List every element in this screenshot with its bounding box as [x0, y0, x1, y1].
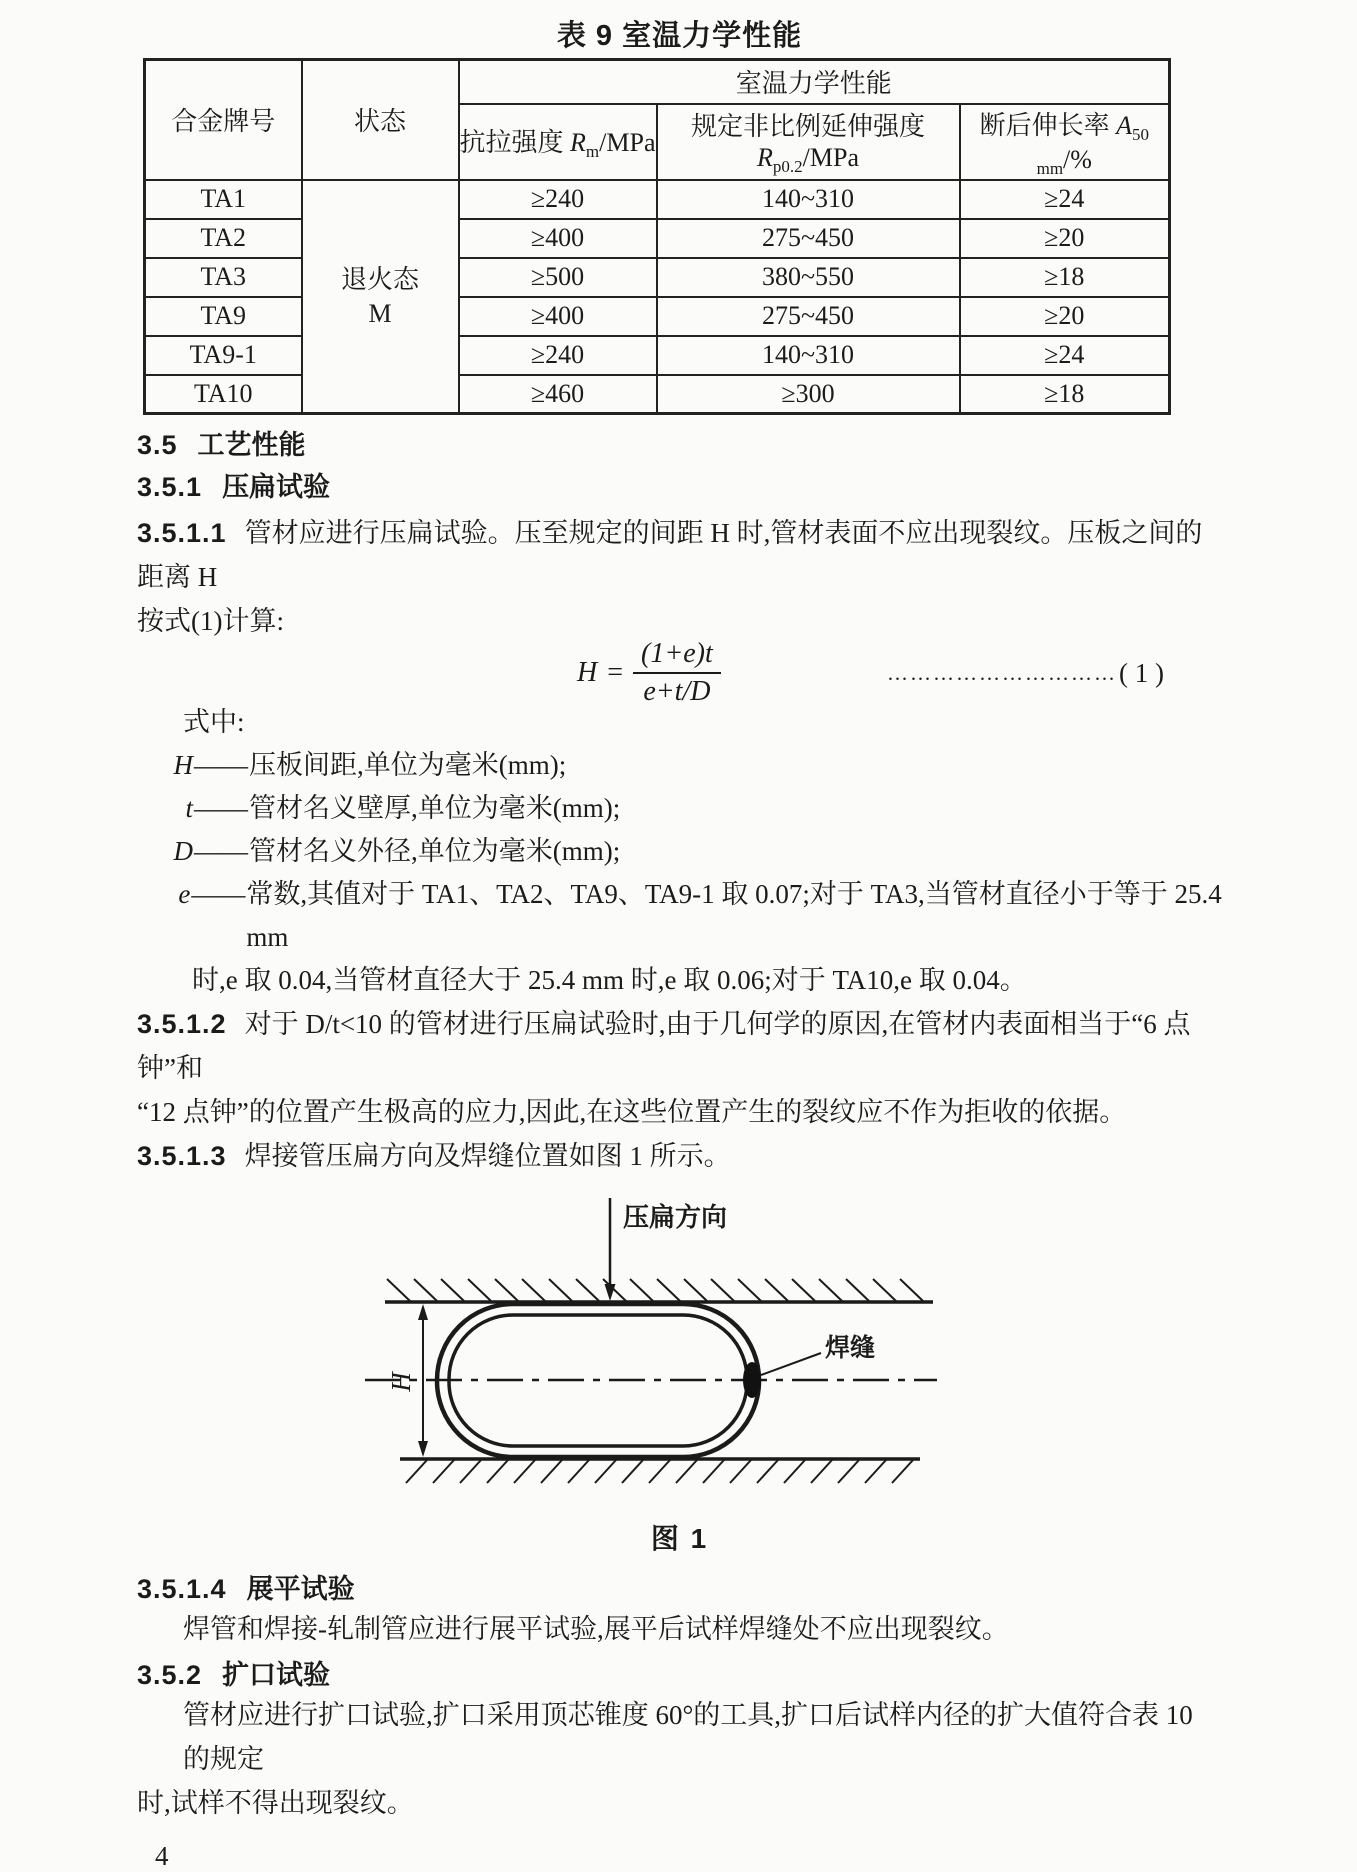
definition-dash: ——	[191, 879, 246, 910]
definition-symbol: e	[178, 879, 191, 910]
section-title: 压扁试验	[222, 472, 331, 503]
section-heading-3-5-2	[137, 1657, 1222, 1693]
hatch-stroke	[622, 1460, 643, 1483]
table-row	[145, 375, 1170, 414]
hatch-stroke	[649, 1460, 670, 1483]
page-number: 4	[155, 1841, 169, 1872]
hatch-stroke	[576, 1279, 599, 1301]
cell-rm: ≥400	[459, 219, 657, 258]
header-text: 规定非比例延伸强度	[690, 112, 925, 142]
cell-a: ≥18	[960, 375, 1170, 414]
table-9	[143, 58, 1171, 415]
section-heading-3-5-1-4	[137, 1571, 1222, 1607]
paragraph-3-5-1-2	[137, 1002, 1222, 1134]
cell-rm: ≥240	[459, 336, 657, 375]
hatch-stroke	[676, 1460, 697, 1483]
symbol: R	[570, 127, 586, 157]
cell-grade: TA2	[145, 219, 302, 258]
definition-text: 管材名义外径,单位为毫米(mm);	[249, 836, 621, 867]
table-row	[145, 180, 1170, 219]
cell-rp: 275~450	[657, 219, 960, 258]
definition-symbol: t	[185, 793, 193, 824]
hatch-stroke	[487, 1460, 508, 1483]
hatch-stroke	[414, 1279, 437, 1301]
definition-e	[137, 873, 1222, 959]
subscript: 50 mm	[1036, 124, 1149, 178]
unit: /%	[1063, 144, 1092, 174]
hatch-stroke	[441, 1279, 464, 1301]
subscript: p0.2	[772, 157, 803, 177]
formula	[577, 638, 721, 708]
hatch-stroke	[765, 1279, 788, 1301]
table-title: 表 9 室温力学性能	[556, 20, 803, 52]
hatch-stroke	[811, 1460, 832, 1483]
hatch-stroke	[846, 1279, 869, 1301]
hatch-stroke	[495, 1279, 518, 1301]
definition-symbol: D	[173, 836, 193, 867]
equation-1	[137, 638, 1222, 708]
hatch-stroke	[406, 1460, 427, 1483]
section-heading-3-5-1	[137, 469, 1222, 505]
dot-leader: …………………………	[887, 660, 1118, 685]
symbol: A	[1116, 110, 1132, 140]
cell-rp: 380~550	[657, 258, 960, 297]
unit: /MPa	[802, 143, 859, 173]
definition-symbol: H	[173, 750, 193, 781]
col-header-rm	[459, 104, 657, 180]
paragraph-3-5-1-1	[137, 511, 1222, 643]
hatch-stroke	[738, 1279, 761, 1301]
hatch-stroke	[684, 1279, 707, 1301]
hatch-stroke	[900, 1279, 923, 1301]
paragraph-3-5-1-3	[137, 1134, 1222, 1178]
section-title: 工艺性能	[197, 430, 306, 461]
paragraph-line: “12 点钟”的位置产生极高的应力,因此,在这些位置产生的裂纹应不作为拒收的依据。	[137, 1097, 1127, 1128]
hatch-stroke	[865, 1460, 886, 1483]
col-header-alloy: 合金牌号	[145, 60, 302, 180]
definition-text: 管材名义壁厚,单位为毫米(mm);	[249, 793, 621, 824]
section-heading-3-5	[137, 427, 1222, 463]
section-number: 3.5.2	[137, 1660, 203, 1691]
state-line2: M	[368, 298, 392, 328]
hatch-stroke	[873, 1279, 896, 1301]
paragraph-3-5-2	[137, 1693, 1222, 1825]
cell-grade: TA1	[145, 180, 302, 219]
hatch-stroke	[541, 1460, 562, 1483]
h-arrow-bottom	[418, 1441, 428, 1457]
unit: /MPa	[599, 127, 656, 157]
hatch-stroke	[568, 1460, 589, 1483]
definition-D	[137, 830, 1222, 873]
definition-text: 压板间距,单位为毫米(mm);	[249, 750, 567, 781]
cell-grade: TA9-1	[145, 336, 302, 375]
fraction	[633, 638, 721, 708]
hatch-stroke	[819, 1279, 842, 1301]
col-header-group: 室温力学性能	[459, 60, 1170, 104]
cell-rp: 275~450	[657, 297, 960, 336]
hatch-stroke	[792, 1279, 815, 1301]
section-title: 扩口试验	[222, 1660, 331, 1691]
cell-a: ≥18	[960, 258, 1170, 297]
hatch-stroke	[460, 1460, 481, 1483]
header-text: 断后伸长率	[979, 110, 1117, 140]
hatch-stroke	[838, 1460, 859, 1483]
equation-number: ( 1 )	[1119, 657, 1164, 688]
col-header-a	[960, 104, 1170, 180]
section-number: 3.5	[137, 430, 178, 461]
hatch-stroke	[711, 1279, 734, 1301]
cell-rp: ≥300	[657, 375, 960, 414]
top-platen-hatching	[387, 1279, 923, 1301]
hatch-stroke	[522, 1279, 545, 1301]
flattening-test-diagram	[350, 1178, 950, 1496]
header-text: 抗拉强度	[459, 127, 571, 157]
definition-H	[137, 744, 1222, 787]
table-row	[145, 258, 1170, 297]
hatch-stroke	[892, 1460, 913, 1483]
paragraph-text: 管材应进行压扁试验。压至规定的间距 H 时,管材表面不应出现裂纹。压板之间的距离 H	[137, 518, 1203, 593]
paragraph-line: 时,试样不得出现裂纹。	[137, 1788, 414, 1819]
hatch-stroke	[433, 1460, 454, 1483]
hatch-stroke	[595, 1460, 616, 1483]
subscript: m	[585, 141, 600, 161]
formula-lhs: H	[577, 657, 598, 689]
state-line1: 退火态	[340, 264, 419, 294]
section-title: 展平试验	[246, 1574, 355, 1605]
hatch-stroke	[730, 1460, 751, 1483]
cell-a: ≥24	[960, 336, 1170, 375]
definition-dash: ——	[194, 750, 248, 781]
paragraph-line	[137, 1134, 1222, 1178]
figure-1	[350, 1178, 1222, 1503]
weld-leader-line	[761, 1353, 821, 1375]
table-row	[145, 336, 1170, 375]
cell-rm: ≥500	[459, 258, 657, 297]
cell-grade: TA9	[145, 297, 302, 336]
cell-rm: ≥400	[459, 297, 657, 336]
hatch-stroke	[468, 1279, 491, 1301]
table-row	[145, 297, 1170, 336]
hatch-stroke	[514, 1460, 535, 1483]
bottom-platen-hatching	[406, 1460, 913, 1483]
paragraph-line	[137, 1002, 1222, 1090]
flattening-direction-label: 压扁方向	[623, 1202, 728, 1233]
fraction-denominator: e+t/D	[633, 672, 721, 708]
hatch-stroke	[703, 1460, 724, 1483]
paragraph-text: 焊接管压扁方向及焊缝位置如图 1 所示。	[244, 1141, 731, 1172]
cell-rp: 140~310	[657, 180, 960, 219]
h-arrow-top	[418, 1304, 428, 1320]
section-number: 3.5.1.4	[137, 1574, 227, 1605]
clause-number: 3.5.1.2	[137, 1009, 227, 1040]
hatch-stroke	[757, 1460, 778, 1483]
weld-seam-label: 焊缝	[825, 1334, 876, 1363]
table-row	[145, 219, 1170, 258]
where-label: 式中:	[183, 707, 245, 738]
col-header-rp	[657, 104, 960, 180]
definition-t	[137, 787, 1222, 830]
paragraph-text: 对于 D/t<10 的管材进行压扁试验时,由于几何学的原因,在管材内表面相当于“6 点钟”和	[137, 1009, 1191, 1084]
definition-text: 常数,其值对于 TA1、TA2、TA9、TA9-1 取 0.07;对于 TA3,当管材直径小于等于 25.4 mm	[246, 879, 1222, 953]
hatch-stroke	[630, 1279, 653, 1301]
definition-dash: ——	[194, 793, 248, 824]
clause-number: 3.5.1.1	[137, 518, 227, 549]
cell-rp: 140~310	[657, 336, 960, 375]
h-dimension-label: H	[386, 1372, 416, 1393]
definition-text-continued: 时,e 取 0.04,当管材直径大于 25.4 mm 时,e 取 0.06;对于 TA10,e 取 0.04。	[192, 965, 1027, 996]
figure-caption: 图 1	[650, 1523, 709, 1555]
fraction-numerator: (1+e)t	[641, 638, 713, 670]
symbol: R	[757, 143, 773, 173]
clause-number: 3.5.1.3	[137, 1141, 227, 1172]
cell-rm: ≥460	[459, 375, 657, 414]
paragraph-3-5-1-4: 焊管和焊接-轧制管应进行展平试验,展平后试样焊缝处不应出现裂纹。	[183, 1614, 1009, 1645]
hatch-stroke	[549, 1279, 572, 1301]
cell-rm: ≥240	[459, 180, 657, 219]
weld-seam-mark	[743, 1362, 761, 1398]
definition-dash: ——	[194, 836, 248, 867]
cell-a: ≥20	[960, 297, 1170, 336]
cell-grade: TA10	[145, 375, 302, 414]
cell-a: ≥24	[960, 180, 1170, 219]
paragraph-line	[137, 511, 1222, 599]
hatch-stroke	[657, 1279, 680, 1301]
equals-sign: =	[607, 657, 624, 689]
hatch-stroke	[387, 1279, 410, 1301]
cell-grade: TA3	[145, 258, 302, 297]
section-number: 3.5.1	[137, 472, 203, 503]
paragraph-line: 按式(1)计算:	[137, 606, 284, 637]
paragraph-line: 管材应进行扩口试验,扩口采用顶芯锥度 60°的工具,扩口后试样内径的扩大值符合表 10 的规定	[183, 1700, 1193, 1775]
hatch-stroke	[784, 1460, 805, 1483]
cell-a: ≥20	[960, 219, 1170, 258]
col-header-state: 状态	[302, 60, 459, 180]
cell-state	[302, 180, 459, 414]
